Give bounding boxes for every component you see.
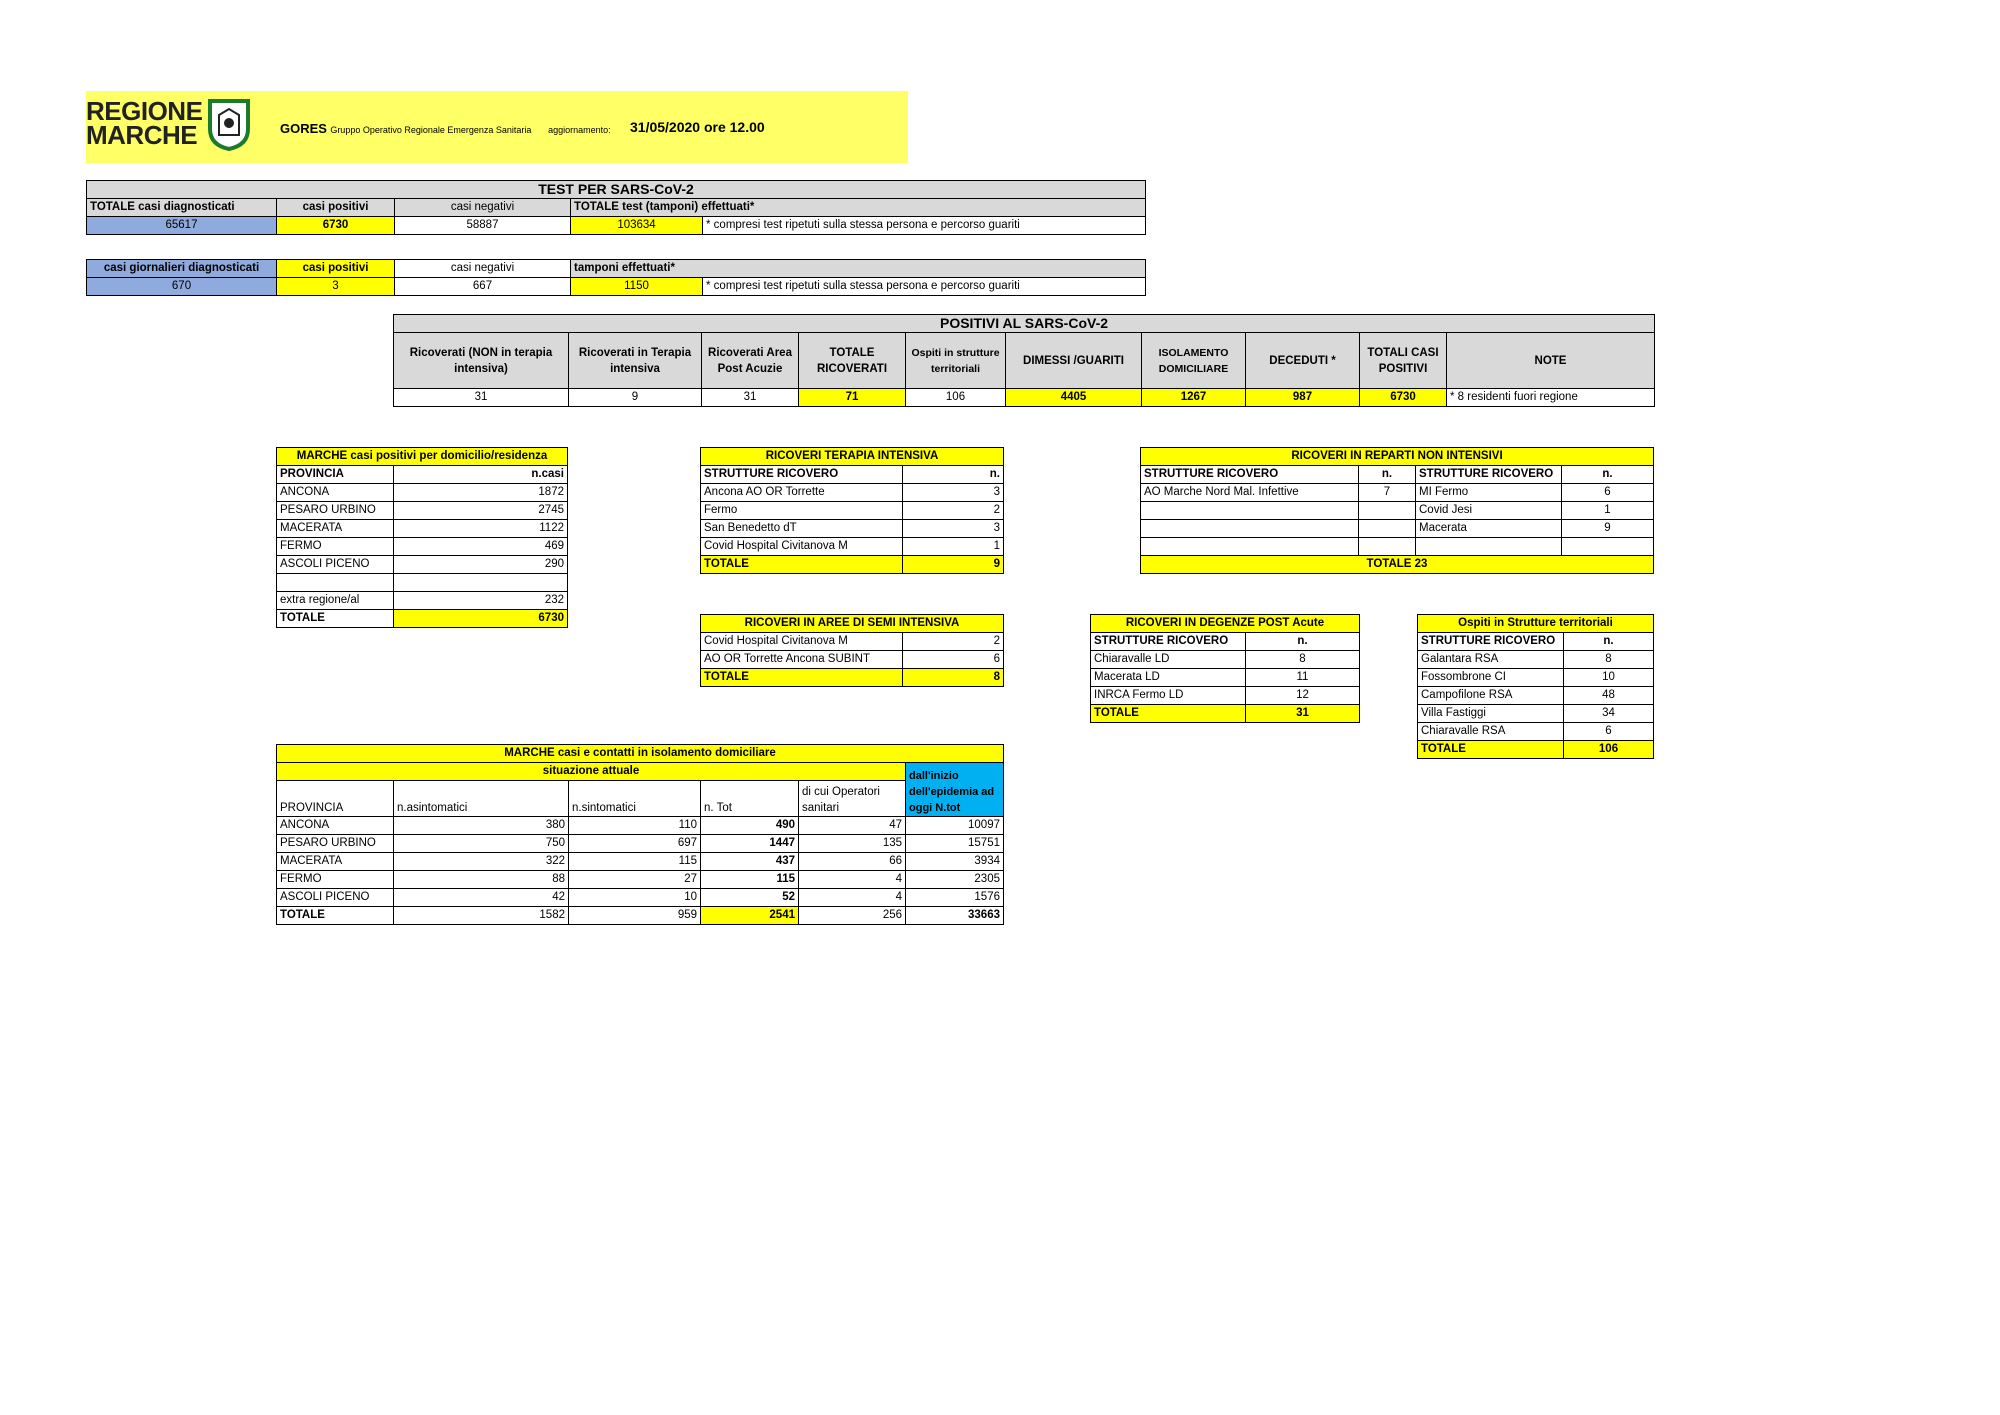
- positivi-header-2: Ricoverati Area Post Acuzie: [702, 333, 799, 389]
- table-row: [277, 538, 568, 556]
- header-totale-tamponi: TOTALE test (tamponi) effettuati*: [571, 199, 1146, 217]
- table-row: [277, 574, 568, 592]
- terapia_intensiva-struttura: Ancona AO OR Torrette: [701, 484, 903, 502]
- terapia_intensiva-struttura: Fermo: [701, 502, 903, 520]
- ni-struttura-1: AO Marche Nord Mal. Infettive: [1141, 484, 1359, 502]
- table-row: [277, 484, 568, 502]
- terr-header-strutture: STRUTTURE RICOVERO: [1418, 633, 1564, 651]
- update-date: 31/05/2020 ore 12.00: [630, 119, 765, 135]
- header-daily-tamponi: tamponi effettuati*: [571, 260, 1146, 278]
- ni-n-1: 7: [1359, 484, 1416, 502]
- pa-total-value: 31: [1246, 705, 1360, 723]
- terr-total-label: TOTALE: [1418, 741, 1564, 759]
- terapia_intensiva-struttura: Covid Hospital Civitanova M: [701, 538, 903, 556]
- ti-header-n: n.: [903, 466, 1004, 484]
- terapia_intensiva-n: 2: [903, 502, 1004, 520]
- domicilio-table: [276, 447, 568, 628]
- semi-intensiva-title: RICOVERI IN AREE DI SEMI INTENSIVA: [701, 615, 1004, 633]
- ni-header-n-2: n.: [1562, 466, 1654, 484]
- domicilio-provincia: MACERATA: [277, 520, 394, 538]
- table-row: [1418, 651, 1654, 669]
- isolamento-cell-1: 380: [394, 817, 569, 835]
- positivi-header-1: Ricoverati in Terapia intensiva: [569, 333, 702, 389]
- positivi-value-9: * 8 residenti fuori regione: [1447, 389, 1655, 407]
- isolamento-table: [276, 744, 1004, 925]
- terapia_intensiva-n: 3: [903, 520, 1004, 538]
- ni-struttura-2: MI Fermo: [1416, 484, 1562, 502]
- domicilio-title: MARCHE casi positivi per domicilio/residenza: [277, 448, 568, 466]
- si-total-value: 8: [903, 669, 1004, 687]
- test-table-title: TEST PER SARS-CoV-2: [87, 181, 1146, 199]
- ni-n-1: [1359, 520, 1416, 538]
- terapia_intensiva-struttura: San Benedetto dT: [701, 520, 903, 538]
- positivi-value-3: 71: [799, 389, 906, 407]
- isolamento-cell-0: PESARO URBINO: [277, 835, 394, 853]
- post_acute-n: 8: [1246, 651, 1360, 669]
- ni-n-2: 1: [1562, 502, 1654, 520]
- territoriali-struttura: Campofilone RSA: [1418, 687, 1564, 705]
- isolamento-total-1: 1582: [394, 907, 569, 925]
- daily-table: [86, 259, 1146, 296]
- isolamento-cell-1: 750: [394, 835, 569, 853]
- terr-total-value: 106: [1564, 741, 1654, 759]
- isolamento-cell-5: 1576: [906, 889, 1004, 907]
- isolamento-cell-4: 47: [799, 817, 906, 835]
- ni-n-1: [1359, 502, 1416, 520]
- isolamento-total-3: 2541: [701, 907, 799, 925]
- table-row: [1141, 484, 1654, 502]
- domicilio-header-provincia: PROVINCIA: [277, 466, 394, 484]
- marche-shield-icon: [208, 99, 250, 151]
- table-row: [277, 502, 568, 520]
- table-row: [701, 484, 1004, 502]
- table-row: [701, 520, 1004, 538]
- positivi-value-6: 1267: [1142, 389, 1246, 407]
- positivi-header-5: DIMESSI /GUARITI: [1006, 333, 1142, 389]
- terr-header-n: n.: [1564, 633, 1654, 651]
- value-totale-casi: 65617: [87, 217, 277, 235]
- value-daily-tamponi: 1150: [571, 278, 703, 296]
- ni-struttura-2: [1416, 538, 1562, 556]
- isolamento-total-5: 33663: [906, 907, 1004, 925]
- test-table: [86, 180, 1146, 235]
- isolamento-total-0: TOTALE: [277, 907, 394, 925]
- domicilio-provincia: ANCONA: [277, 484, 394, 502]
- positivi-header-3: TOTALE RICOVERATI: [799, 333, 906, 389]
- ni-struttura-2: Covid Jesi: [1416, 502, 1562, 520]
- territoriali-n: 48: [1564, 687, 1654, 705]
- table-row: [1418, 669, 1654, 687]
- positivi-value-0: 31: [394, 389, 569, 407]
- header-daily-negativi: casi negativi: [395, 260, 571, 278]
- positivi-header-8: TOTALI CASI POSITIVI: [1360, 333, 1447, 389]
- test-note: * compresi test ripetuti sulla stessa persona e percorso guariti: [703, 217, 1146, 235]
- territoriali-struttura: Fossombrone CI: [1418, 669, 1564, 687]
- isolamento-cell-2: 10: [569, 889, 701, 907]
- isolamento-total-2: 959: [569, 907, 701, 925]
- gores-label: GORES Gruppo Operativo Regionale Emergenza Sanitaria aggiornamento:: [280, 121, 611, 136]
- table-row: [277, 853, 1004, 871]
- post_acute-n: 11: [1246, 669, 1360, 687]
- non-intensivi-table: [1140, 447, 1654, 574]
- isolamento-total-row: [277, 907, 1004, 925]
- isolamento-cell-3: 1447: [701, 835, 799, 853]
- si-total-label: TOTALE: [701, 669, 903, 687]
- positivi-value-5: 4405: [1006, 389, 1142, 407]
- domicilio-provincia: extra regione/al: [277, 592, 394, 610]
- isolamento-cell-0: ASCOLI PICENO: [277, 889, 394, 907]
- positivi-header-6: ISOLAMENTO DOMICILIARE: [1142, 333, 1246, 389]
- isolamento-cell-0: ANCONA: [277, 817, 394, 835]
- value-daily-positivi: 3: [277, 278, 395, 296]
- isolamento-cell-2: 27: [569, 871, 701, 889]
- isolamento-cell-4: 4: [799, 889, 906, 907]
- ni-n-1: [1359, 538, 1416, 556]
- ni-struttura-1: [1141, 520, 1359, 538]
- post_acute-n: 12: [1246, 687, 1360, 705]
- daily-note: * compresi test ripetuti sulla stessa persona e percorso guariti: [703, 278, 1146, 296]
- isolamento-cell-2: 115: [569, 853, 701, 871]
- positivi-value-8: 6730: [1360, 389, 1447, 407]
- ti-header-strutture: STRUTTURE RICOVERO: [701, 466, 903, 484]
- table-row: [1418, 723, 1654, 741]
- table-row: [277, 592, 568, 610]
- isolamento-cell-3: 490: [701, 817, 799, 835]
- domicilio-ncasi: 1122: [394, 520, 568, 538]
- isolamento-title: MARCHE casi e contatti in isolamento domiciliare: [277, 745, 1004, 763]
- header-banner: [86, 91, 908, 163]
- isolamento-cell-3: 52: [701, 889, 799, 907]
- iso-header-sint: n.sintomatici: [569, 781, 701, 817]
- semi_intensiva-struttura: AO OR Torrette Ancona SUBINT: [701, 651, 903, 669]
- isolamento-total-4: 256: [799, 907, 906, 925]
- domicilio-header-ncasi: n.casi: [394, 466, 568, 484]
- isolamento-cell-5: 10097: [906, 817, 1004, 835]
- post_acute-struttura: Chiaravalle LD: [1091, 651, 1246, 669]
- domicilio-ncasi: 1872: [394, 484, 568, 502]
- table-row: [1418, 705, 1654, 723]
- semi_intensiva-n: 2: [903, 633, 1004, 651]
- ni-header-n-1: n.: [1359, 466, 1416, 484]
- isolamento-cell-5: 2305: [906, 871, 1004, 889]
- header-casi-positivi: casi positivi: [277, 199, 395, 217]
- table-row: [701, 633, 1004, 651]
- isolamento-cell-1: 322: [394, 853, 569, 871]
- isolamento-cell-2: 697: [569, 835, 701, 853]
- value-casi-negativi: 58887: [395, 217, 571, 235]
- ni-total: TOTALE 23: [1141, 556, 1654, 574]
- ni-struttura-1: [1141, 502, 1359, 520]
- table-row: [1091, 687, 1360, 705]
- semi_intensiva-struttura: Covid Hospital Civitanova M: [701, 633, 903, 651]
- domicilio-provincia: FERMO: [277, 538, 394, 556]
- domicilio-ncasi: 232: [394, 592, 568, 610]
- pa-total-label: TOTALE: [1091, 705, 1246, 723]
- isolamento-cell-0: MACERATA: [277, 853, 394, 871]
- ni-n-2: 9: [1562, 520, 1654, 538]
- positivi-value-2: 31: [702, 389, 799, 407]
- isolamento-cell-4: 4: [799, 871, 906, 889]
- header-casi-negativi: casi negativi: [395, 199, 571, 217]
- positivi-value-1: 9: [569, 389, 702, 407]
- table-row: [1141, 502, 1654, 520]
- table-row: [277, 889, 1004, 907]
- positivi-header-0: Ricoverati (NON in terapia intensiva): [394, 333, 569, 389]
- non-intensivi-title: RICOVERI IN REPARTI NON INTENSIVI: [1141, 448, 1654, 466]
- ni-struttura-2: Macerata: [1416, 520, 1562, 538]
- ni-n-2: 6: [1562, 484, 1654, 502]
- isolamento-cell-0: FERMO: [277, 871, 394, 889]
- territoriali-struttura: Galantara RSA: [1418, 651, 1564, 669]
- value-casi-positivi: 6730: [277, 217, 395, 235]
- positivi-title: POSITIVI AL SARS-CoV-2: [394, 315, 1655, 333]
- pa-header-strutture: STRUTTURE RICOVERO: [1091, 633, 1246, 651]
- table-row: [1091, 651, 1360, 669]
- ni-struttura-1: [1141, 538, 1359, 556]
- table-row: [277, 556, 568, 574]
- post_acute-struttura: INRCA Fermo LD: [1091, 687, 1246, 705]
- isolamento-cell-4: 66: [799, 853, 906, 871]
- iso-header-provincia: PROVINCIA: [277, 781, 394, 817]
- table-row: [277, 817, 1004, 835]
- semi_intensiva-n: 6: [903, 651, 1004, 669]
- isolamento-cell-2: 110: [569, 817, 701, 835]
- value-tamponi: 103634: [571, 217, 703, 235]
- table-row: [277, 871, 1004, 889]
- domicilio-ncasi: [394, 574, 568, 592]
- terapia_intensiva-n: 3: [903, 484, 1004, 502]
- domicilio-ncasi: 469: [394, 538, 568, 556]
- iso-header-inizio: dall'inizio dell'epidemia ad oggi N.tot: [906, 763, 1004, 817]
- territoriali-n: 8: [1564, 651, 1654, 669]
- ti-total-label: TOTALE: [701, 556, 903, 574]
- value-daily-negativi: 667: [395, 278, 571, 296]
- header-totale-casi: TOTALE casi diagnosticati: [87, 199, 277, 217]
- ni-header-strutture-2: STRUTTURE RICOVERO: [1416, 466, 1562, 484]
- domicilio-provincia: PESARO URBINO: [277, 502, 394, 520]
- isolamento-subtitle: situazione attuale: [277, 763, 906, 781]
- pa-header-n: n.: [1246, 633, 1360, 651]
- domicilio-total-label: TOTALE: [277, 610, 394, 628]
- positivi-value-7: 987: [1246, 389, 1360, 407]
- territoriali-struttura: Chiaravalle RSA: [1418, 723, 1564, 741]
- regione-marche-logo: REGIONE MARCHE: [86, 96, 203, 150]
- positivi-header-4: Ospiti in strutture territoriali: [906, 333, 1006, 389]
- domicilio-total-value: 6730: [394, 610, 568, 628]
- ni-header-strutture-1: STRUTTURE RICOVERO: [1141, 466, 1359, 484]
- isolamento-cell-1: 42: [394, 889, 569, 907]
- table-row: [277, 520, 568, 538]
- semi-intensiva-table: [700, 614, 1004, 687]
- table-row: [701, 538, 1004, 556]
- territoriali-title: Ospiti in Strutture territoriali: [1418, 615, 1654, 633]
- table-row: [701, 651, 1004, 669]
- terapia_intensiva-n: 1: [903, 538, 1004, 556]
- domicilio-provincia: ASCOLI PICENO: [277, 556, 394, 574]
- domicilio-ncasi: 2745: [394, 502, 568, 520]
- table-row: [1091, 669, 1360, 687]
- post_acute-struttura: Macerata LD: [1091, 669, 1246, 687]
- table-row: [701, 502, 1004, 520]
- positivi-header-7: DECEDUTI *: [1246, 333, 1360, 389]
- post-acute-table: [1090, 614, 1360, 723]
- table-row: [277, 835, 1004, 853]
- positivi-value-4: 106: [906, 389, 1006, 407]
- isolamento-cell-5: 15751: [906, 835, 1004, 853]
- terapia-intensiva-title: RICOVERI TERAPIA INTENSIVA: [701, 448, 1004, 466]
- header-casi-giornalieri: casi giornalieri diagnosticati: [87, 260, 277, 278]
- ti-total-value: 9: [903, 556, 1004, 574]
- territoriali-n: 10: [1564, 669, 1654, 687]
- header-daily-positivi: casi positivi: [277, 260, 395, 278]
- iso-header-operatori: di cui Operatori sanitari: [799, 781, 906, 817]
- territoriali-n: 34: [1564, 705, 1654, 723]
- domicilio-provincia: [277, 574, 394, 592]
- isolamento-cell-3: 437: [701, 853, 799, 871]
- table-row: [1418, 687, 1654, 705]
- isolamento-cell-5: 3934: [906, 853, 1004, 871]
- value-daily-totale: 670: [87, 278, 277, 296]
- isolamento-cell-3: 115: [701, 871, 799, 889]
- domicilio-ncasi: 290: [394, 556, 568, 574]
- isolamento-cell-4: 135: [799, 835, 906, 853]
- territoriali-n: 6: [1564, 723, 1654, 741]
- positivi-table: [393, 314, 1655, 407]
- table-row: [1141, 538, 1654, 556]
- post-acute-title: RICOVERI IN DEGENZE POST Acute: [1091, 615, 1360, 633]
- iso-header-tot: n. Tot: [701, 781, 799, 817]
- table-row: [1141, 520, 1654, 538]
- ni-n-2: [1562, 538, 1654, 556]
- isolamento-cell-1: 88: [394, 871, 569, 889]
- territoriali-table: [1417, 614, 1654, 759]
- positivi-header-9: NOTE: [1447, 333, 1655, 389]
- iso-header-asint: n.asintomatici: [394, 781, 569, 817]
- terapia-intensiva-table: [700, 447, 1004, 574]
- territoriali-struttura: Villa Fastiggi: [1418, 705, 1564, 723]
